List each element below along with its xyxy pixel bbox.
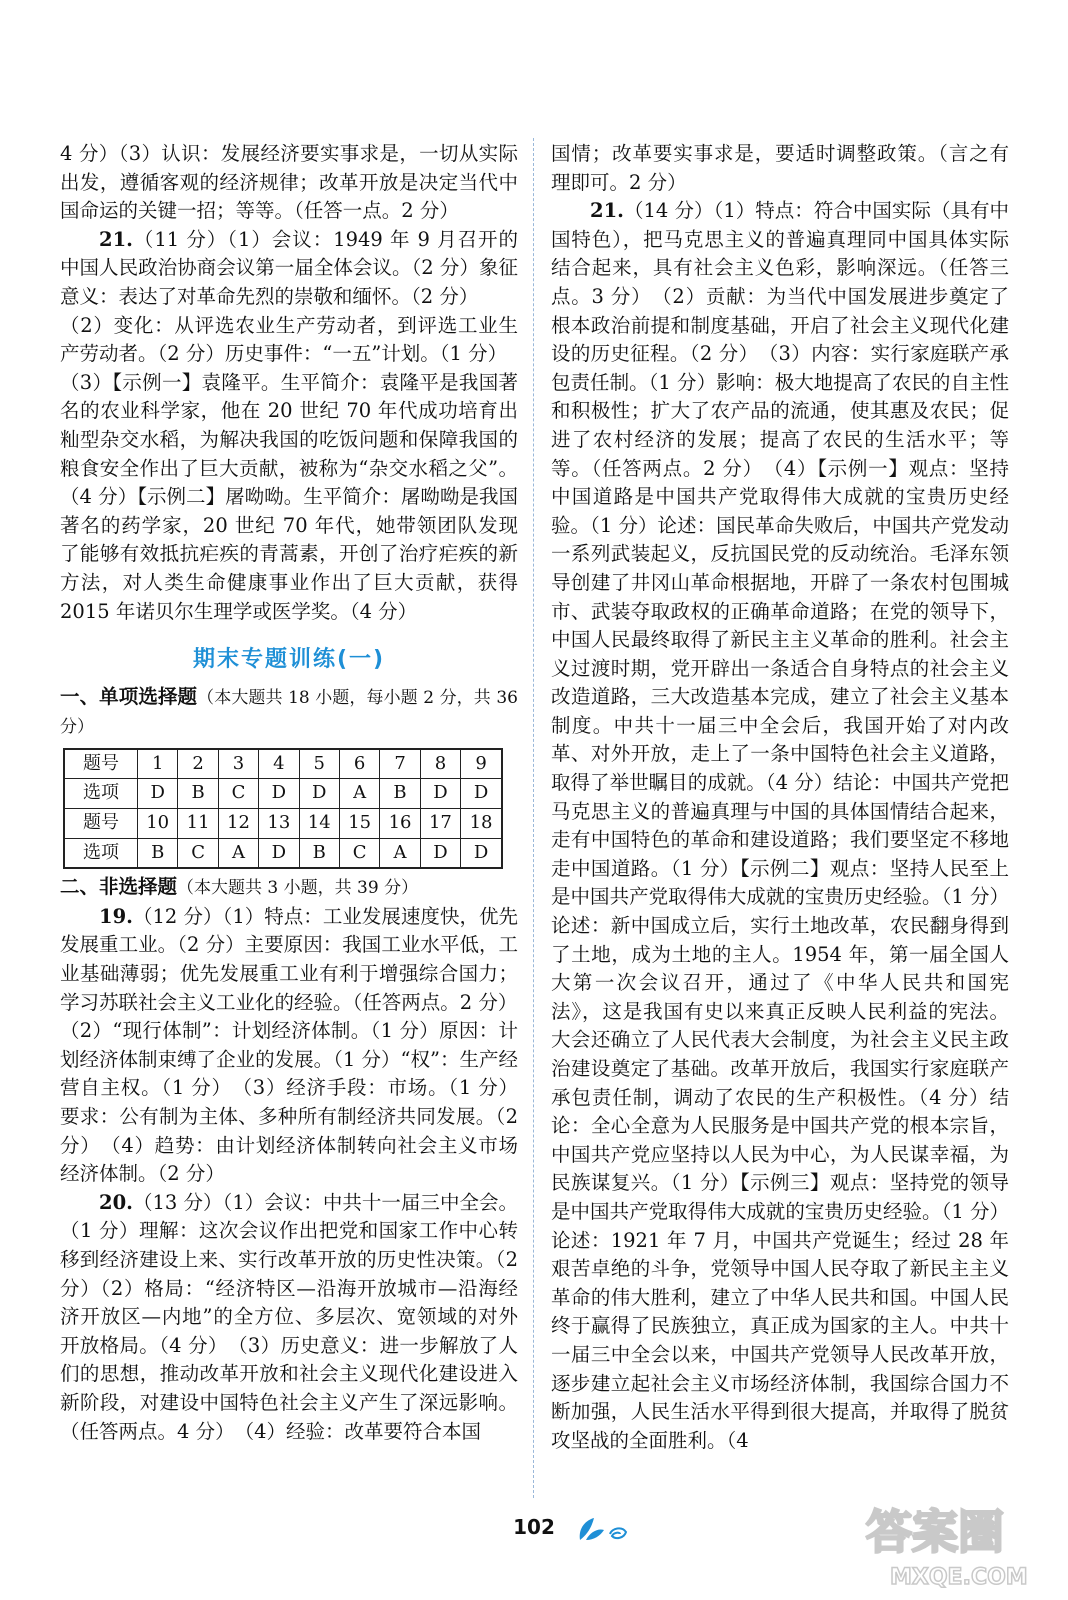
table-cell: 14 bbox=[299, 809, 339, 839]
table-row-header: 题号 bbox=[64, 809, 138, 839]
table-cell: 17 bbox=[420, 809, 460, 839]
answer-text: （11 分）（1）会议：1949 年 9 月召开的中国人民政治协商会议第一届全体会议。（2 分）象征意义：表达了对革命先烈的崇敬和缅怀。（2 分） bbox=[60, 227, 518, 308]
table-cell: 9 bbox=[461, 749, 502, 779]
question-20 bbox=[60, 1189, 518, 1446]
page-number: 102 bbox=[513, 1515, 555, 1539]
table-row-header: 选项 bbox=[64, 779, 138, 809]
watermark-logo bbox=[856, 1494, 1056, 1598]
table-cell: A bbox=[339, 779, 379, 809]
table-row bbox=[64, 779, 502, 809]
non-mc-section-heading bbox=[60, 873, 518, 903]
table-cell: D bbox=[259, 838, 299, 868]
table-cell: D bbox=[461, 838, 502, 868]
answer-text: （13 分）（1）会议：中共十一届三中全会。（1 分）理解：这次会议作出把党和国家工作中心转移到经济建设上来、实行改革开放的历史性决策。（2 分）（2）格局：“经济特区—沿海开放城市—沿海经济开放区—内地”的全方位、多层次、宽领域的对外开放格局。（4 分） （3）历史意义：进一步解放了人们的思想，推动改革开放和社会主义现代化建设进入新阶段，对建设中国特色社会主义产生了深远影响。（任答两点。4 分） （4）经验：改革要符合本国 bbox=[60, 1190, 518, 1443]
question-number: 20. bbox=[99, 1190, 133, 1214]
table-cell: 6 bbox=[339, 749, 379, 779]
answer-text: （14 分）（1）特点：符合中国实际（具有中国特色），把马克思主义的普遍真理同中国具体实际结合起来，具有社会主义色彩，影响深远。（任答三点。3 分） （2）贡献：为当代中国发展进步奠定了根本政治前提和制度基础，开启了社会主义现代化建设的历史征程。（2 分） （3）内容：实行家庭联产承包责任制。（1 分）影响：极大地提高了农民的自主性和积极性；扩大了农产品的流通，使其惠及农民；促进了农村经济的发展；提高了农民的生活水平；等等。（任答两点。2 分） （4）【示例一】观点：坚持中国道路是中国共产党取得伟大成就的宝贵历史经验。（1 分）论述：国民革命失败后，中国共产党发动一系列武装起义，反抗国民党的反动统治。毛泽东领导创建了井冈山革命根据地，开辟了一条农村包围城市、武装夺取政权的正确革命道路；在党的领导下，中国人民最终取得了新民主主义革命的胜利。社会主义过渡时期，党开辟出一条适合自身特点的社会主义改造道路，三大改造基本完成，建立了社会主义基本制度。中共十一届三中全会后，我国开始了对内改革、对外开放，走上了一条中国特色社会主义道路，取得了举世瞩目的成就。（4 分）结论：中国共产党把马克思主义的普遍真理与中国的具体国情结合起来，走有中国特色的革命和建设道路；我们要坚定不移地走中国道路。（1 分）【示例二】观点：坚持人民至上是中国共产党取得伟大成就的宝贵历史经验。（1 分）论述：新中国成立后，实行土地改革，农民翻身得到了土地，成为土地的主人。1954 年，第一届全国人大第一次会议召开，通过了《中华人民共和国宪法》，这是我国有史以来真正反映人民利益的宪法。大会还确立了人民代表大会制度，为社会主义民主政治建设奠定了基础。改革开放后，我国实行家庭联产承包责任制，调动了农民的生产积极性。（4 分）结论：全心全意为人民服务是中国共产党的根本宗旨，中国共产党应坚持以人民为中心，为人民谋幸福，为民族谋复兴。（1 分）【示例三】观点：坚持党的领导是中国共产党取得伟大成就的宝贵历史经验。（1 分）论述：1921 年 7 月，中国共产党诞生；经过 28 年艰苦卓绝的斗争，党领导中国人民夺取了新民主主义革命的伟大胜利，建立了中华人民共和国。中国人民终于赢得了民族独立，真正成为国家的主人。中共十一届三中全会以来，中国共产党领导人民改革开放，逐步建立起社会主义市场经济体制，我国综合国力不断加强，人民生活水平得到很大提高，并取得了脱贫攻坚战的全面胜利。（4 bbox=[551, 199, 1009, 1452]
svg-text:MXQE.COM: MXQE.COM bbox=[890, 1565, 1028, 1590]
table-cell: D bbox=[299, 779, 339, 809]
question-number: 21. bbox=[99, 227, 133, 251]
answer-table bbox=[63, 748, 503, 869]
answer-paragraph: 4 分）（3）认识：发展经济要实事求是，一切从实际出发，遵循客观的经济规律；改革开放是决定当代中国命运的关键一招；等等。（任答一点。2 分） bbox=[60, 142, 518, 223]
table-cell: B bbox=[178, 779, 218, 809]
question-21-part1 bbox=[60, 226, 518, 312]
table-cell: A bbox=[218, 838, 258, 868]
table-cell: 8 bbox=[420, 749, 460, 779]
table-cell: D bbox=[461, 779, 502, 809]
question-21-part2: （2）变化：从评选农业生产劳动者，到评选工业生产劳动者。（2 分）历史事件：“一五”计划。（1 分） bbox=[60, 313, 518, 366]
table-row bbox=[64, 838, 502, 868]
table-cell: B bbox=[138, 838, 178, 868]
question-number: 21. bbox=[590, 199, 624, 223]
mc-section-heading bbox=[60, 683, 518, 742]
table-cell: 12 bbox=[218, 809, 258, 839]
table-cell: C bbox=[218, 779, 258, 809]
question-19-part2: （2）“现行体制”：计划经济体制。（1 分）原因：计划经济体制束缚了企业的发展。（1 分）“权”：生产经营自主权。（1 分） （3）经济手段：市场。（1 分）要求：公有制为主体、多种所有制经济共同发展。（2 分） （4）趋势：由计划经济体制转向社会主义市场经济体制。（2 分） bbox=[60, 1019, 518, 1186]
question-19-part1 bbox=[60, 903, 518, 1017]
table-cell: 5 bbox=[299, 749, 339, 779]
table-row-header: 选项 bbox=[64, 838, 138, 868]
table-cell: 2 bbox=[178, 749, 218, 779]
table-cell: 7 bbox=[380, 749, 420, 779]
table-cell: D bbox=[420, 779, 460, 809]
non-mc-heading-note: （本大题共 3 小题，共 39 分） bbox=[177, 878, 419, 899]
table-cell: 11 bbox=[178, 809, 218, 839]
table-cell: A bbox=[380, 838, 420, 868]
answer-paragraph: 国情；改革要实事求是，要适时调整政策。（言之有理即可。2 分） bbox=[551, 142, 1009, 194]
table-cell: 16 bbox=[380, 809, 420, 839]
svg-text:答案圈: 答案圈 bbox=[866, 1505, 1004, 1559]
table-cell: B bbox=[299, 838, 339, 868]
column-divider bbox=[533, 138, 534, 1498]
left-column bbox=[60, 140, 518, 1446]
table-row bbox=[64, 809, 502, 839]
section-title: 期末专题训练(一) bbox=[192, 647, 386, 673]
mc-heading-note: （本大题共 18 小题，每小题 2 分，共 36 分） bbox=[60, 687, 518, 738]
table-cell: 4 bbox=[259, 749, 299, 779]
table-row-header: 题号 bbox=[64, 749, 138, 779]
question-21-answer bbox=[551, 197, 1009, 1455]
table-cell: D bbox=[138, 779, 178, 809]
table-cell: C bbox=[178, 838, 218, 868]
table-cell: 10 bbox=[138, 809, 178, 839]
right-column bbox=[551, 140, 1009, 1455]
table-cell: B bbox=[380, 779, 420, 809]
table-cell: 15 bbox=[339, 809, 379, 839]
question-21-part3: （3）【示例一】袁隆平。生平简介：袁隆平是我国著名的农业科学家，他在 20 世纪 70 年代成功培育出籼型杂交水稻，为解决我国的吃饭问题和保障我国的粮食安全作出了巨大贡献，被称为“杂交水稻之父”。（4 分）【示例二】屠呦呦。生平简介：屠呦呦是我国著名的药学家，20 世纪 70 年代，她带领团队发现了能够有效抵抗疟疾的青蒿素，开创了治疗疟疾的新方法，对人类生命健康事业作出了巨大贡献，获得 2015 年诺贝尔生理学或医学奖。（4 分） bbox=[60, 370, 518, 623]
question-number: 19. bbox=[99, 904, 133, 928]
table-row bbox=[64, 749, 502, 779]
table-cell: 13 bbox=[259, 809, 299, 839]
table-cell: C bbox=[339, 838, 379, 868]
mc-heading-label: 一、单项选择题 bbox=[60, 684, 198, 708]
table-cell: D bbox=[420, 838, 460, 868]
answer-text: （12 分）（1）特点：工业发展速度快，优先发展重工业。（2 分）主要原因：我国工业水平低，工业基础薄弱；优先发展重工业有利于增强综合国力；学习苏联社会主义工业化的经验。（任答两点。2 分） bbox=[60, 904, 518, 1014]
table-cell: D bbox=[259, 779, 299, 809]
leaf-ornament-icon bbox=[572, 1514, 632, 1548]
table-cell: 1 bbox=[138, 749, 178, 779]
table-cell: 18 bbox=[461, 809, 502, 839]
table-cell: 3 bbox=[218, 749, 258, 779]
non-mc-heading-label: 二、非选择题 bbox=[60, 875, 178, 899]
